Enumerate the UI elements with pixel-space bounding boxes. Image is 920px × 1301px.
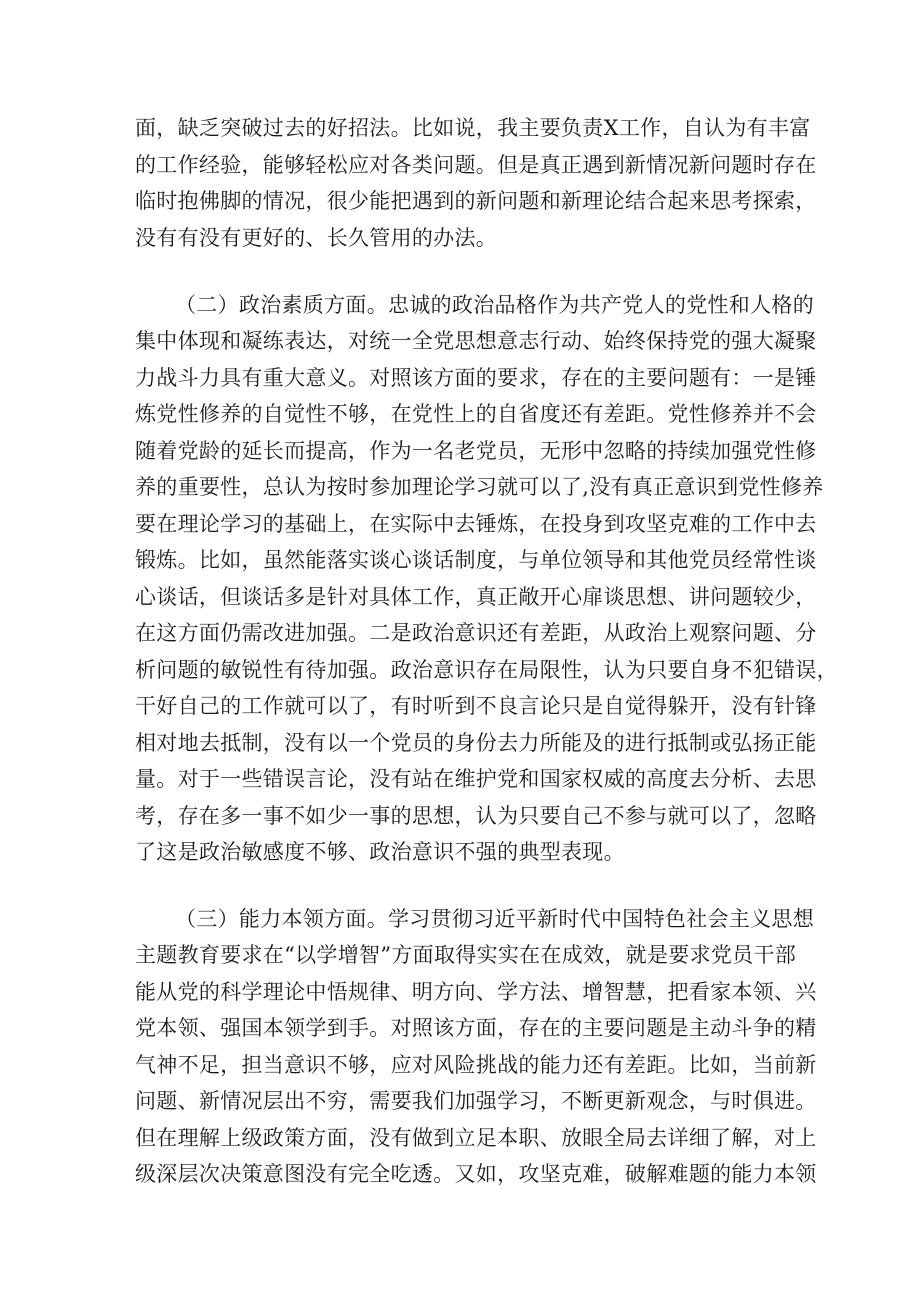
text-line: 的工作经验，能够轻松应对各类问题。但是真正遇到新情况新问题时存在 bbox=[135, 153, 817, 177]
text-line: 相对地去抵制，没有以一个党员的身份去力所能及的进行抵制或弘扬正能 bbox=[135, 731, 817, 755]
text-line: 集中体现和凝练表达，对统一全党思想意志行动、始终保持党的强大凝聚 bbox=[135, 329, 817, 353]
text-line: 要在理论学习的基础上，在实际中去锤炼，在投身到攻坚克难的工作中去 bbox=[135, 512, 817, 536]
text-line: 析问题的敏锐性有待加强。政治意识存在局限性，认为只要自身不犯错误， bbox=[135, 658, 838, 682]
text-line: 能从党的科学理论中悟规律、明方向、学方法、增智慧，把看家本领、兴 bbox=[135, 980, 817, 1004]
text-line: 没有有没有更好的、长久管用的办法。 bbox=[135, 226, 498, 250]
text-line: 气神不足，担当意识不够，应对风险挑战的能力还有差距。比如，当前新 bbox=[135, 1053, 817, 1077]
text-line: 心谈话，但谈话多是针对具体工作，真正敞开心扉谈思想、讲问题较少， bbox=[135, 585, 817, 609]
text-line: （三）能力本领方面。学习贯彻习近平新时代中国特色社会主义思想 bbox=[175, 907, 814, 931]
text-line: 考，存在多一事不如少一事的思想，认为只要自己不参与就可以了，忽略 bbox=[135, 804, 817, 828]
text-line: （二）政治素质方面。忠诚的政治品格作为共产党人的党性和人格的 bbox=[175, 293, 814, 317]
text-line: 问题、新情况层出不穷，需要我们加强学习，不断更新观念，与时俱进。 bbox=[135, 1089, 817, 1113]
text-line: 随着党龄的延长而提高，作为一名老党员，无形中忽略的持续加强党性修 bbox=[135, 439, 817, 463]
text-line: 炼党性修养的自觉性不够，在党性上的自省度还有差距。党性修养并不会 bbox=[135, 402, 817, 426]
text-line: 党本领、强国本领学到手。对照该方面，存在的主要问题是主动斗争的精 bbox=[135, 1016, 817, 1040]
text-line: 锻炼。比如，虽然能落实谈心谈话制度，与单位领导和其他党员经常性谈 bbox=[135, 548, 817, 572]
text-line: 在这方面仍需改进加强。二是政治意识还有差距，从政治上观察问题、分 bbox=[135, 621, 817, 645]
text-line: 量。对于一些错误言论，没有站在维护党和国家权威的高度去分析、去思 bbox=[135, 767, 817, 791]
text-line: 级深层次决策意图没有完全吃透。又如，攻坚克难，破解难题的能力本领 bbox=[135, 1162, 817, 1186]
text-line: 干好自己的工作就可以了，有时听到不良言论只是自觉得躲开，没有针锋 bbox=[135, 694, 817, 718]
text-line: 养的重要性，总认为按时参加理论学习就可以了,没有真正意识到党性修养 bbox=[135, 475, 824, 499]
text-line: 但在理解上级政策方面，没有做到立足本职、放眼全局去详细了解，对上 bbox=[135, 1126, 817, 1150]
text-line: 临时抱佛脚的情况，很少能把遇到的新问题和新理论结合起来思考探索， bbox=[135, 189, 817, 213]
text-line: 面，缺乏突破过去的好招法。比如说，我主要负责X工作，自认为有丰富 bbox=[135, 116, 811, 140]
text-line: 了这是政治敏感度不够、政治意识不强的典型表现。 bbox=[135, 840, 625, 864]
text-line: 力战斗力具有重大意义。对照该方面的要求，存在的主要问题有：一是锤 bbox=[135, 366, 817, 390]
text-line: 主题教育要求在“以学增智”方面取得实实在在成效，就是要求党员干部 bbox=[135, 943, 797, 967]
